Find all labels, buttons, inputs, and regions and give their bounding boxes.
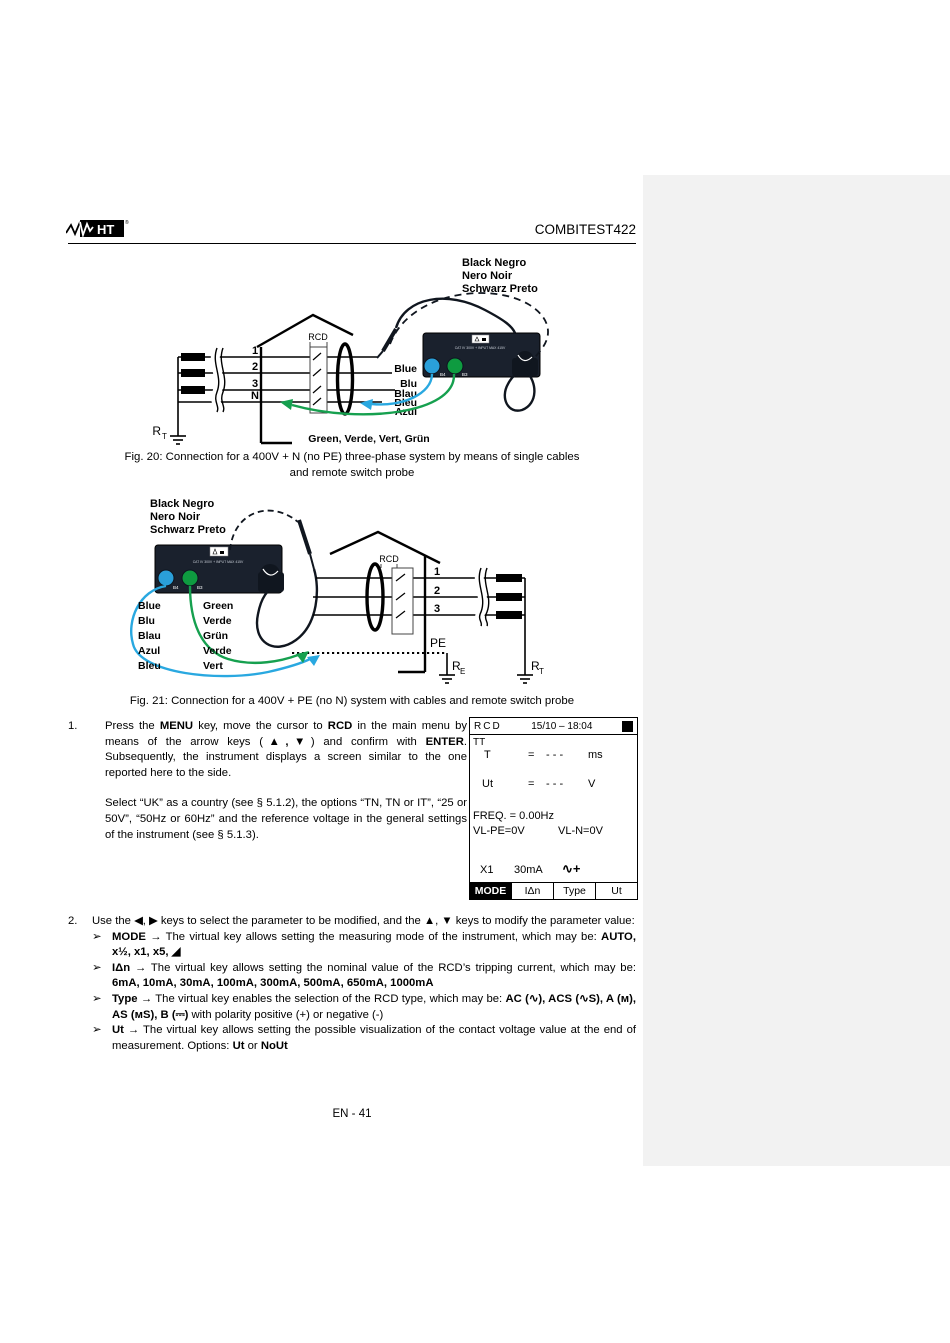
page-number: EN - 41 <box>332 1108 372 1120</box>
fig20-diagram <box>60 252 620 448</box>
svg-text:N: N <box>251 390 259 402</box>
lcd-multiplier: X1 <box>480 864 494 876</box>
fig21-blue-labels <box>138 600 161 672</box>
svg-text:Nero Noir: Nero Noir <box>150 511 201 523</box>
fig20-blue-arrow-icon <box>360 399 373 410</box>
svg-text:Nero Noir: Nero Noir <box>462 270 513 282</box>
svg-text:Schwarz Preto: Schwarz Preto <box>462 283 538 295</box>
lcd-idn-value: 30mA <box>514 864 543 876</box>
lcd-row-t-eq: = <box>528 749 535 761</box>
svg-text:Grün: Grün <box>203 630 229 642</box>
fig20-b3: B3 <box>462 372 468 377</box>
lcd-system: TT <box>473 737 486 748</box>
svg-text:Vert: Vert <box>203 660 223 672</box>
lcd-freq: FREQ. = 0.00Hz <box>473 810 555 822</box>
svg-text:Blau: Blau <box>394 388 417 400</box>
lcd-row-ut-label: Ut <box>482 778 493 790</box>
fig20-green-arrow-icon <box>280 399 293 410</box>
step-1 <box>68 719 467 843</box>
svg-text:Bleu: Bleu <box>138 660 161 672</box>
fig21-instrument <box>155 545 284 593</box>
svg-text:Bleu: Bleu <box>394 397 417 409</box>
logo-text: HT <box>97 222 115 237</box>
fig21-black-wire-labels <box>150 498 226 536</box>
fig20-terminal-blue <box>424 358 440 374</box>
svg-text:Schwarz Preto: Schwarz Preto <box>150 524 226 536</box>
lcd-softkeys <box>470 882 637 899</box>
fig20-rcd-box <box>308 332 328 413</box>
svg-text:2: 2 <box>433 585 441 597</box>
fig21-re-ground-icon <box>439 675 455 683</box>
fig21-re-sub: E <box>460 667 466 676</box>
lcd-title: RCD <box>474 720 502 732</box>
svg-text:1: 1 <box>251 345 259 357</box>
bullet-idn: ➢ IΔn → The virtual key allows setting the nominal value of the RCD’s tripping current, which may be: 6mA, 10mA, 30mA, 100mA, 300mA, 500mA, 650mA, 1000mA <box>92 961 636 992</box>
lcd-row-ut-eq: = <box>528 778 535 790</box>
fig21-b3: B3 <box>197 585 203 590</box>
svg-text:Blau: Blau <box>138 630 161 642</box>
fig21-diagram <box>100 492 570 690</box>
lcd-screen <box>469 717 638 900</box>
document-title: COMBITEST422 <box>534 222 636 237</box>
lcd-row-t-value: - - - <box>546 749 564 761</box>
svg-text:Black Negro: Black Negro <box>462 257 527 269</box>
step-2-number: 2. <box>68 915 78 927</box>
fig21-pe-label: PE <box>430 636 447 650</box>
fig21-re-label: R <box>452 659 461 673</box>
bullet-arrow-icon: ➢ <box>92 1024 102 1037</box>
softkey-idn: IΔn <box>511 883 553 899</box>
fig21-green-labels <box>203 600 233 672</box>
fig21-rt-label: R <box>531 659 540 673</box>
fig21-terminal-green <box>182 570 198 586</box>
speaker-icon <box>482 338 486 341</box>
step-1-paragraph-2: Select “UK” as a country (see § 5.1.2), the options “TN, TN or IT”, “25 or 50V”, “50Hz or 60Hz” and the reference voltage in the general settings of the instrument (see § 5.1.3). <box>105 797 467 841</box>
fig20-terminal-green <box>447 358 463 374</box>
step-2 <box>68 914 636 1054</box>
fig20-black-wire <box>396 299 515 333</box>
bullet-ut: ➢ Ut → The virtual key allows setting the possible visualization of the contact voltage value at the end of measurement. Options: Ut or NoUt <box>92 1023 636 1054</box>
bullet-arrow-icon: ➢ <box>92 930 102 943</box>
fig20-rt-label: R <box>152 424 161 438</box>
fig20-remote-probe <box>377 329 396 358</box>
lcd-row-t-label: T <box>484 749 491 761</box>
svg-text:Black Negro: Black Negro <box>150 498 215 510</box>
lcd-row-ut-value: - - - <box>546 778 564 790</box>
lcd-vlpe: VL-PE=0V <box>473 825 525 837</box>
fig20-toroid-clamp <box>338 344 353 414</box>
fig21-phase-lines <box>313 578 525 615</box>
lcd-vln: VL-N=0V <box>558 825 603 837</box>
fig21-rt-ground-icon <box>517 675 533 683</box>
header-rule <box>68 243 636 244</box>
speaker-icon <box>220 551 224 554</box>
page-margin-shade <box>643 175 950 1166</box>
fig20-rcd-label: RCD <box>308 332 328 342</box>
lcd-row-ut-unit: V <box>588 778 596 790</box>
fig21-terminal-blue <box>158 570 174 586</box>
svg-text:Blue: Blue <box>394 363 417 375</box>
svg-text:1: 1 <box>433 566 441 578</box>
fig21-caption: Fig. 21: Connection for a 400V + PE (no N) system with cables and remote switch probe <box>129 695 575 707</box>
bullet-type: ➢ Type → The virtual key enables the selection of the RCD type, which may be: AC (∿), ACS (∿S), A (ᴍ), AS (ᴍS), B (⎓) with polarity positive (+) or negative (-) <box>92 992 636 1023</box>
fig20-caption-line2: and remote switch probe <box>289 467 415 479</box>
step-2-intro: Use the ◀, ▶ keys to select the parameter to be modified, and the ▲, ▼ keys to modify the parameter value: <box>92 915 635 927</box>
step-1-paragraph-1: Press the MENU key, move the cursor to RCD in the main menu by means of the arrow keys (▲,▼) and confirm with ENTER. Subsequently, the instrument displays a screen similar to the one reported here to the side. <box>105 720 467 779</box>
svg-text:Azul: Azul <box>394 406 417 418</box>
fig20-phase-lines <box>178 357 395 436</box>
registered-mark: ® <box>125 220 129 226</box>
softkey-type: Type <box>553 883 595 899</box>
svg-text:Blu: Blu <box>400 378 417 390</box>
bullet-mode: ➢ MODE → The virtual key allows setting the measuring mode of the instrument, which may be: AUTO, x½, x1, x5, ◢ <box>92 930 636 961</box>
fig20-fuses <box>181 353 205 394</box>
svg-text:Blu: Blu <box>138 615 155 627</box>
fig21-b4: B4 <box>173 585 179 590</box>
lcd-datetime: 15/10 – 18:04 <box>531 720 593 732</box>
fig21-rt-sub: T <box>539 667 544 676</box>
bullet-arrow-icon: ➢ <box>92 992 102 1005</box>
fig20-green-label: Green, Verde, Vert, Grün <box>308 433 430 445</box>
fig20-caption-line1: Fig. 20: Connection for a 400V + N (no PE) three-phase system by means of single cables <box>124 451 580 463</box>
fig21-dashed-wire <box>230 511 298 550</box>
svg-text:Azul: Azul <box>138 645 161 657</box>
fig20-b4: B4 <box>440 372 446 377</box>
bullet-arrow-icon: ➢ <box>92 961 102 974</box>
lcd-row-t-unit: ms <box>588 749 603 761</box>
fig20-rt-sub: T <box>162 432 167 441</box>
fig21-remote-probe <box>299 520 314 569</box>
fig21-rcd-label: RCD <box>379 554 399 564</box>
svg-text:Green: Green <box>203 600 234 612</box>
fig20-panel-text: CAT IV 300V + INPUT MAX 415V <box>454 346 506 350</box>
svg-text:2: 2 <box>251 361 259 373</box>
softkey-mode: MODE <box>470 883 511 899</box>
fig21-house-outline <box>330 532 440 672</box>
step-2-body <box>92 914 636 1054</box>
svg-text:Blue: Blue <box>138 600 161 612</box>
svg-text:Verde: Verde <box>203 645 232 657</box>
lcd-header <box>470 718 637 735</box>
svg-text:3: 3 <box>433 603 441 615</box>
battery-icon <box>622 721 633 732</box>
step-1-number: 1. <box>68 720 78 732</box>
svg-text:3: 3 <box>251 378 259 390</box>
fig21-phase-numbers <box>434 566 440 615</box>
sine-wave-icon: ∿+ <box>562 861 581 876</box>
fig21-panel-text: CAT IV 300V + INPUT MAX 415V <box>192 560 244 564</box>
fig21-fuses <box>496 574 522 619</box>
fig20-black-wire-labels <box>462 257 538 295</box>
softkey-ut: Ut <box>595 883 637 899</box>
step-1-text <box>105 719 467 843</box>
fig20-ground-icon <box>170 436 186 444</box>
svg-text:Verde: Verde <box>203 615 232 627</box>
